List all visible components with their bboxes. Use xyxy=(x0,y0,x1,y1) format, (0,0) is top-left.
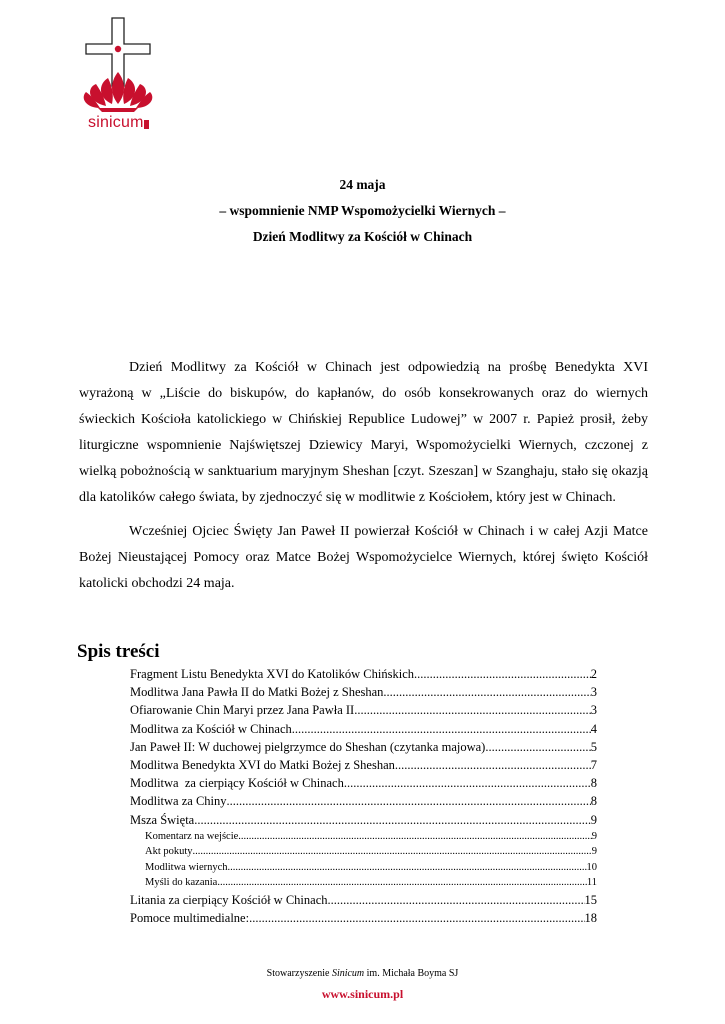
heading-date: 24 maja xyxy=(339,177,386,192)
toc-entry[interactable]: Modlitwa za Kościół w Chinach ..... 4 xyxy=(130,720,597,738)
toc-entry[interactable]: Fragment Listu Benedykta XVI do Katolików Chińskich ..... 2 xyxy=(130,665,597,683)
paragraph: Dzień Modlitwy za Kościół w Chinach jest odpowiedzią na prośbę Benedykta XVI wyrażoną w „Liście do biskupów, do kapłanów, do osób konsekrowanych oraz do wiernych świeckich Kościoła katolickiego w Chińskiej Republice Ludowej” w 2007 r. Papież prosił, żeby liturgiczne wspomnienie Najświętszej Dziewicy Maryi, Wspomożycielki Wiernych, czczonej z wielką pobożnością w sanktuarium maryjnym Sheshan [czyt. Szeszan] w Szanghaju, stało się okazją dla katolików całego świata, by zjednoczyć się w modlitwie z Kościołem, który jest w Chinach. xyxy=(79,360,648,505)
paragraph: Wcześniej Ojciec Święty Jan Paweł II powierzał Kościół w Chinach i w całej Azji Matce Bożej Nieustającej Pomocy oraz Matce Bożej Wspomożycielce Wiernych, której święto Kościół katolicki obchodzi 24 maja. xyxy=(79,524,648,591)
sinicum-logo xyxy=(78,16,158,132)
toc-subentry[interactable]: Akt pokuty ..... 9 xyxy=(130,844,597,860)
toc-subentry[interactable]: Komentarz na wejście ..... 9 xyxy=(130,829,597,845)
table-of-contents xyxy=(130,665,597,927)
toc-title: Spis treści xyxy=(77,641,160,662)
toc-entry[interactable]: Pomoce multimedialne: ..... 18 xyxy=(130,909,597,927)
footer-association: Stowarzyszenie Sinicum im. Michała Boyma SJ xyxy=(266,968,459,979)
logo-wordmark: sinicum xyxy=(88,114,144,131)
heading-day-of-prayer: Dzień Modlitwy za Kościół w Chinach xyxy=(252,229,473,244)
page-headings xyxy=(0,172,725,250)
toc-entry[interactable]: Jan Paweł II: W duchowej pielgrzymce do Sheshan (czytanka majowa) ..... 5 xyxy=(130,738,597,756)
toc-entry[interactable]: Msza Święta ..... 9 xyxy=(130,811,597,829)
toc-entry[interactable]: Modlitwa za cierpiący Kościół w Chinach ..... 8 xyxy=(130,774,597,792)
logo-seal-icon xyxy=(144,120,149,129)
cross-lotus-icon xyxy=(78,16,158,116)
intro-text xyxy=(79,355,648,605)
footer-website-link[interactable]: www.sinicum.pl xyxy=(321,987,404,1001)
toc-entry[interactable]: Modlitwa Benedykta XVI do Matki Bożej z Sheshan ..... 7 xyxy=(130,756,597,774)
toc-entry[interactable]: Ofiarowanie Chin Maryi przez Jana Pawła II ..... 3 xyxy=(130,701,597,719)
heading-feast: – wspomnienie NMP Wspomożycielki Wiernych – xyxy=(219,203,506,218)
toc-entry[interactable]: Modlitwa za Chiny ..... 8 xyxy=(130,792,597,810)
toc-entry[interactable]: Litania za cierpiący Kościół w Chinach ..... 15 xyxy=(130,891,597,909)
toc-entry[interactable]: Modlitwa Jana Pawła II do Matki Bożej z Sheshan ..... 3 xyxy=(130,683,597,701)
toc-subentry[interactable]: Myśli do kazania ..... 11 xyxy=(130,875,597,891)
toc-subentry[interactable]: Modlitwa wiernych ..... 10 xyxy=(130,860,597,876)
